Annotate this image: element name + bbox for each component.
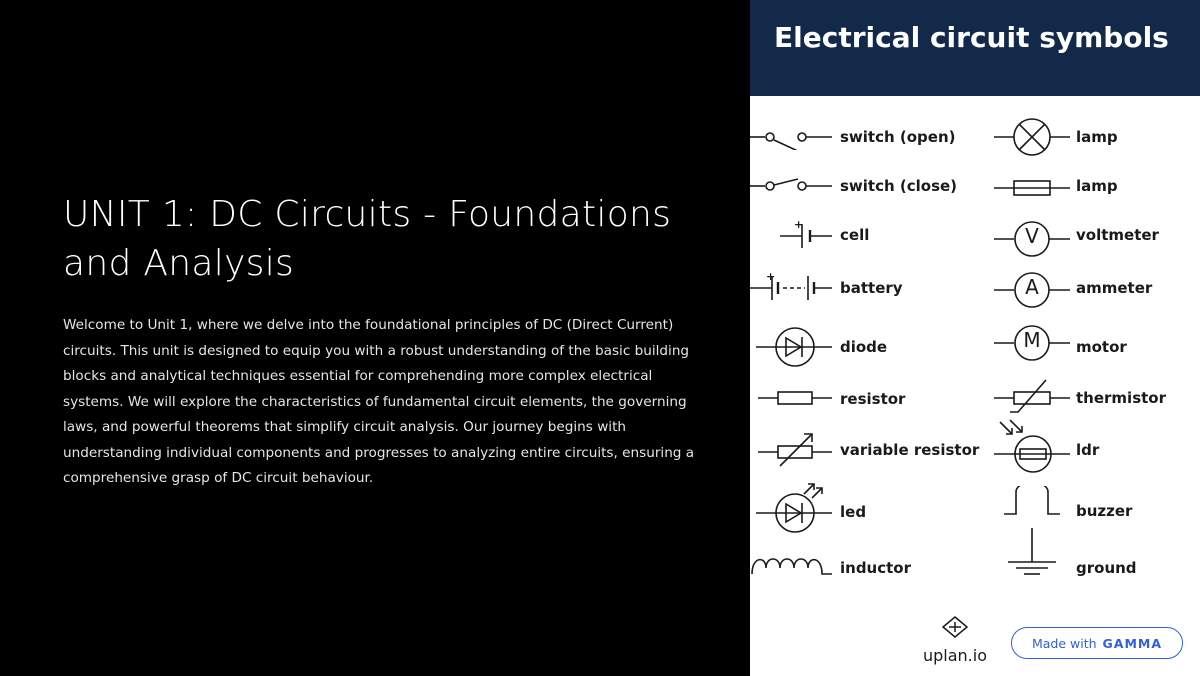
- symbol-label-variable-resistor: variable resistor: [840, 441, 980, 459]
- symbol-label-lamp-1: lamp: [1076, 128, 1118, 146]
- ground-icon: [1004, 528, 1060, 578]
- figure-header: [750, 0, 1200, 96]
- voltmeter-icon: [994, 220, 1072, 258]
- battery-plus-mark: +: [766, 270, 776, 283]
- symbol-label-led: led: [840, 503, 867, 521]
- slide-body: Welcome to Unit 1, where we delve into the foundational principles of DC (Direct Current) circuits. This unit is designed to equip you with a robust understanding of the basic building blocks and analytical techniques essential for comprehending more complex electrical systems. We will explore the characteristics of fundamental circuit elements, the governing laws, and powerful theorems that simplify circuit analysis. Our journey begins with understanding individual components and progresses to analyzing entire circuits, ensuring a comprehensive grasp of DC circuit behaviour.: [63, 317, 695, 486]
- symbol-label-thermistor: thermistor: [1076, 389, 1166, 407]
- thermistor-icon: [994, 376, 1072, 416]
- symbol-label-voltmeter: voltmeter: [1076, 226, 1159, 244]
- resistor-icon: [758, 386, 834, 410]
- slide-title: UNIT 1: DC Circuits - Foundations and Analysis: [63, 194, 672, 284]
- battery-icon: [750, 272, 836, 304]
- symbol-label-diode: diode: [840, 338, 888, 356]
- symbol-label-ammeter: ammeter: [1076, 279, 1153, 297]
- diode-icon: [756, 324, 836, 370]
- variable-resistor-icon: [758, 430, 834, 470]
- symbol-label-buzzer: buzzer: [1076, 502, 1133, 520]
- buzzer-icon: [1002, 486, 1062, 518]
- lamp-cross-icon: [994, 117, 1072, 157]
- symbol-label-lamp-2: lamp: [1076, 177, 1118, 195]
- gamma-brand-label: GAMMA: [1102, 635, 1163, 651]
- inductor-icon: [750, 552, 836, 580]
- motor-icon: [994, 324, 1072, 362]
- symbol-label-ground: ground: [1076, 559, 1137, 577]
- symbol-label-switch-open: switch (open): [840, 128, 956, 146]
- made-with-label: Made with: [1031, 635, 1097, 651]
- ldr-icon: [994, 418, 1072, 474]
- cell-plus-mark: +: [794, 218, 804, 231]
- figure-title: Electrical circuit symbols: [774, 21, 1169, 54]
- uplan-logo-icon: [941, 615, 969, 639]
- ammeter-glyph: A: [1025, 275, 1039, 299]
- uplan-logo-text: uplan.io: [922, 646, 987, 665]
- lamp-filament-icon: [994, 176, 1072, 200]
- symbol-label-resistor: resistor: [840, 390, 906, 408]
- symbol-label-ldr: ldr: [1076, 441, 1100, 459]
- circuit-symbols-figure: [750, 0, 1200, 676]
- switch-open-icon: [750, 124, 836, 150]
- switch-closed-icon: [750, 173, 836, 199]
- uplan-logo: [920, 613, 990, 669]
- led-icon: [756, 480, 836, 536]
- voltmeter-glyph: V: [1025, 224, 1039, 248]
- motor-glyph: M: [1023, 328, 1041, 352]
- symbol-label-cell: cell: [840, 226, 870, 244]
- symbol-label-motor: motor: [1076, 338, 1127, 356]
- symbol-label-switch-close: switch (close): [840, 177, 958, 195]
- cell-icon: [780, 220, 836, 252]
- ammeter-icon: [994, 271, 1072, 309]
- symbol-label-battery: battery: [840, 279, 903, 297]
- made-with-gamma-badge[interactable]: [1011, 627, 1183, 659]
- symbol-label-inductor: inductor: [840, 559, 912, 577]
